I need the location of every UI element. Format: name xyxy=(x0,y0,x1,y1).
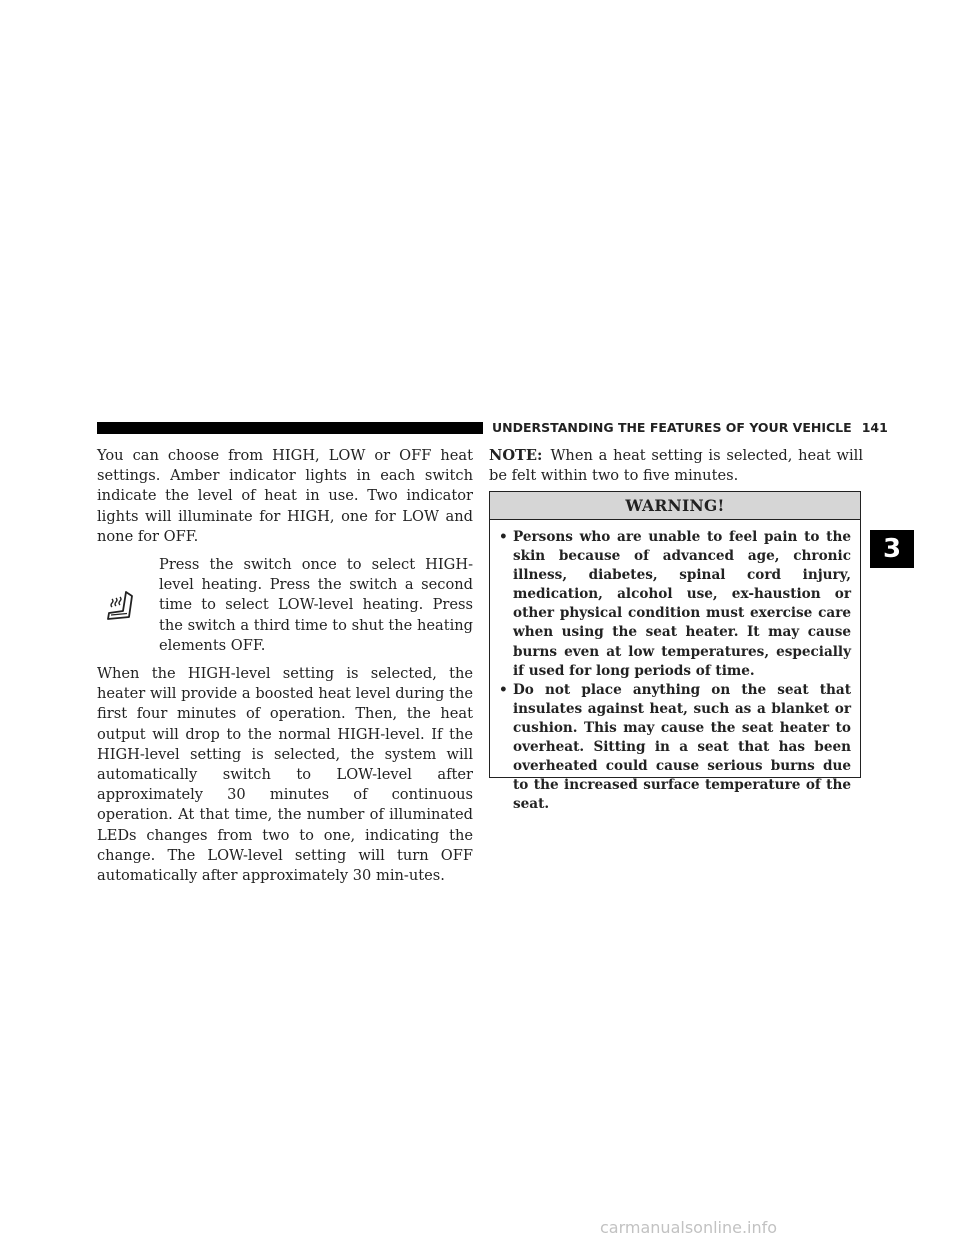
section-title: UNDERSTANDING THE FEATURES OF YOUR VEHICLE xyxy=(492,420,852,435)
bullet-icon: • xyxy=(499,681,508,698)
warning-title: WARNING! xyxy=(490,492,860,520)
warning-item-text: Do not place anything on the seat that insulates against heat, such as a blanket or cushion. This may cause the seat heater to overheat. Sitting in a seat that has been overheated could cause serious burns due to the increased surface temperature of the seat. xyxy=(513,681,851,813)
left-column xyxy=(97,446,473,886)
note-text: When a heat setting is selected, heat will be felt within two to five minutes. xyxy=(489,447,863,485)
seat-switch-block xyxy=(97,555,473,656)
chapter-tab: 3 xyxy=(870,530,914,568)
list-item xyxy=(499,528,851,681)
bullet-icon: • xyxy=(499,529,508,545)
warning-list xyxy=(490,520,860,814)
running-header xyxy=(492,418,888,438)
note-paragraph xyxy=(489,446,863,486)
header-rule xyxy=(97,422,483,434)
watermark: carmanualsonline.info xyxy=(600,1218,778,1237)
high-level-paragraph: When the HIGH-level setting is selected, the heater will provide a boosted heat level during the first four minutes of operation. Then, the heat output will drop to the normal HIGH-level. If the HIGH-level setting is selected, the system will automatically switch to LOW-level after approximately 30 minutes of continuous operation. At that time, the number of illuminated LEDs changes from two to one, indicating the change. The LOW-level setting will turn OFF automatically after approximately 30 min-utes. xyxy=(97,665,473,885)
heated-seat-icon xyxy=(97,555,159,656)
note-label: NOTE: xyxy=(489,447,543,464)
intro-paragraph: You can choose from HIGH, LOW or OFF heat settings. Amber indicator lights in each switch indicate the level of heat in use. Two indicator lights will illuminate for HIGH, one for LOW and none for OFF. xyxy=(97,447,473,545)
warning-box xyxy=(489,491,861,813)
list-item xyxy=(499,681,851,815)
right-column xyxy=(489,446,863,486)
switch-instructions: Press the switch once to select HIGH-level heating. Press the switch a second time to select LOW-level heating. Press the switch a third time to shut the heating elements OFF. xyxy=(159,556,473,654)
warning-item-text: Persons who are unable to feel pain to the skin because of advanced age, chronic illness, diabetes, spinal cord injury, medication, alcohol use, ex-haustion or other physical condition must exercise care when using the seat heater. It may cause burns even at low temperatures, especially if used for long periods of time. xyxy=(513,529,851,679)
page-number: 141 xyxy=(861,420,888,435)
